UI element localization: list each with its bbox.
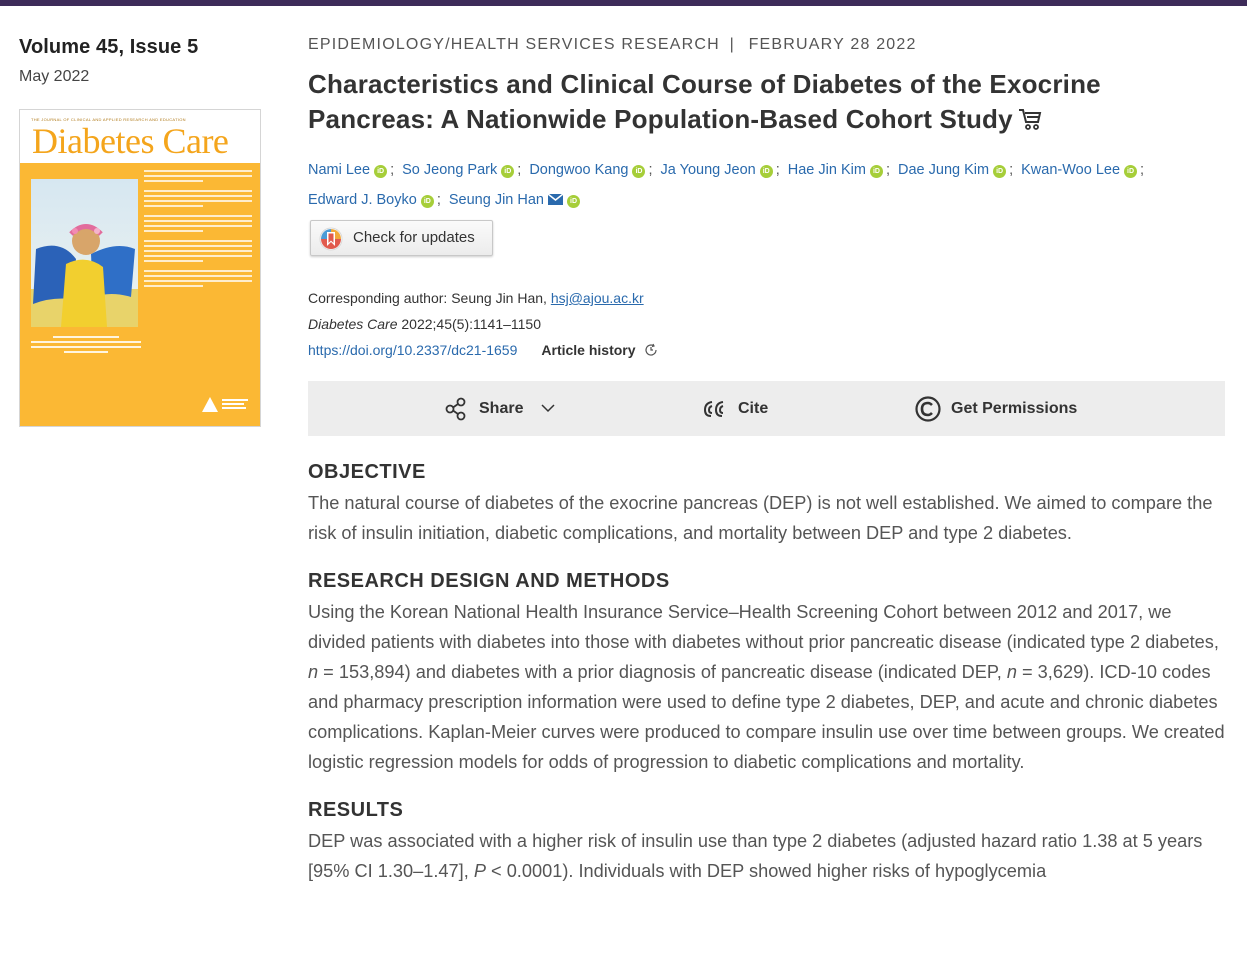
kicker-separator: | <box>729 36 735 53</box>
article-meta <box>308 285 658 363</box>
results-text: DEP was associated with a higher risk of insulin use than type 2 diabetes (adjusted hazard ratio 1.38 at 5 years [95% CI 1.30–1.47], P < 0.0001). Individuals with DEP showed higher risks of hypoglycemia <box>308 831 1203 881</box>
article-kicker <box>308 36 1228 54</box>
author-link[interactable]: Edward J. Boyko <box>308 192 417 208</box>
article-history-toggle[interactable] <box>541 342 657 358</box>
abstract <box>308 458 1228 886</box>
email-icon[interactable] <box>548 194 563 205</box>
issue-volume-link[interactable]: Volume 45, Issue 5 <box>19 36 199 58</box>
orcid-icon[interactable]: iD <box>760 165 773 178</box>
top-accent-bar <box>0 0 1247 6</box>
abstract-section-objective <box>308 458 1228 548</box>
crossmark-icon <box>319 227 343 251</box>
share-label: Share <box>479 400 524 417</box>
check-for-updates-button[interactable] <box>310 220 493 256</box>
cite-button[interactable] <box>702 381 782 436</box>
get-permissions-button[interactable] <box>915 381 1105 436</box>
orcid-icon[interactable]: iD <box>993 165 1006 178</box>
citation-line <box>308 311 658 337</box>
issue-cover-image[interactable] <box>19 109 261 427</box>
author-link[interactable]: Nami Lee <box>308 162 371 178</box>
methods-text: Using the Korean National Health Insurance Service–Health Screening Cohort between 2012 and 2017, we divided patients with diabetes into those with diabetes without prior pancreatic disease (indicated type 2 diabetes, n = 153,894) and diabetes with a prior diagnosis of pancreatic disease (indicated DEP, n = 3,629). ICD-10 codes and pharmacy prescription information were used to define type 2 diabetes, DEP, and acute and chronic diabetes complications. Kaplan-Meier curves were produced to compare insulin use over time between groups. We created logistic regression models for odds of progression to diabetic complications and mortality. <box>308 602 1225 772</box>
article-header <box>308 36 1228 881</box>
orcid-icon[interactable]: iD <box>567 195 580 208</box>
share-button[interactable] <box>443 381 563 436</box>
cover-journal-name: Diabetes Care <box>32 121 229 161</box>
article-history-label: Article history <box>541 342 636 358</box>
author-link[interactable]: Hae Jin Kim <box>787 162 866 178</box>
citation-journal: Diabetes Care <box>308 316 398 332</box>
author-list: Nami Lee iD ; So Jeong Park iD ; Dongwoo Kang iD ; Ja Young Jeon iD ; Hae Jin Kim iD ; Dae Jung Kim iD ; Kwan-Woo Lee iD ; Edward J. Boyko iD ; Seung Jin Han iD <box>308 162 1145 208</box>
author-link[interactable]: Ja Young Jeon <box>660 162 756 178</box>
abstract-section-results <box>308 796 1228 886</box>
corresponding-email-link[interactable]: hsj@ajou.ac.kr <box>550 290 644 306</box>
author-link[interactable]: Dongwoo Kang <box>529 162 629 178</box>
cart-icon[interactable] <box>1017 107 1043 131</box>
issue-date: May 2022 <box>19 68 90 85</box>
check-for-updates-label: Check for updates <box>353 229 475 246</box>
article-publish-date: FEBRUARY 28 2022 <box>748 36 917 53</box>
author-link[interactable]: Seung Jin Han <box>448 192 544 208</box>
cover-photo <box>31 179 138 327</box>
cover-contents-list <box>144 167 252 287</box>
cover-tagline: THE JOURNAL OF CLINICAL AND APPLIED RESEARCH AND EDUCATION <box>31 117 186 122</box>
get-permissions-label: Get Permissions <box>951 400 1078 417</box>
cite-label: Cite <box>738 400 769 417</box>
orcid-icon[interactable]: iD <box>501 165 514 178</box>
share-icon <box>443 396 469 422</box>
abstract-section-methods <box>308 567 1228 777</box>
article-toolbar <box>308 381 1225 436</box>
issue-sidebar <box>19 36 264 161</box>
doi-link[interactable]: https://doi.org/10.2337/dc21-1659 <box>308 342 518 358</box>
results-heading: RESULTS <box>308 799 404 821</box>
article-title-text: Characteristics and Clinical Course of Diabetes of the Exocrine Pancreas: A Nationwide Population-Based Cohort Study <box>308 69 1101 134</box>
orcid-icon[interactable]: iD <box>374 165 387 178</box>
author-link[interactable]: Dae Jung Kim <box>898 162 990 178</box>
corresponding-label: Corresponding author: Seung Jin Han, <box>308 290 547 306</box>
citation-details: 2022;45(5):1141–1150 <box>401 316 541 332</box>
orcid-icon[interactable]: iD <box>870 165 883 178</box>
objective-heading: OBJECTIVE <box>308 461 426 483</box>
article-title <box>308 67 1228 137</box>
article-category-link[interactable]: EPIDEMIOLOGY/HEALTH SERVICES RESEARCH <box>308 36 720 53</box>
cite-icon <box>702 396 728 422</box>
corresponding-author <box>308 285 658 311</box>
cover-special-section <box>31 333 141 353</box>
objective-text: The natural course of diabetes of the exocrine pancreas (DEP) is not well established. We aimed to compare the risk of insulin initiation, diabetic complications, and mortality between DEP and type 2 diabetes. <box>308 493 1213 543</box>
author-link[interactable]: So Jeong Park <box>402 162 498 178</box>
ada-logo-icon <box>200 394 250 414</box>
doi-row <box>308 337 658 363</box>
clock-icon <box>644 343 658 357</box>
orcid-icon[interactable]: iD <box>421 195 434 208</box>
author-link[interactable]: Kwan-Woo Lee <box>1021 162 1121 178</box>
methods-heading: RESEARCH DESIGN AND METHODS <box>308 570 670 592</box>
orcid-icon[interactable]: iD <box>632 165 645 178</box>
copyright-icon <box>915 396 941 422</box>
chevron-down-icon <box>541 403 555 413</box>
orcid-icon[interactable]: iD <box>1124 165 1137 178</box>
